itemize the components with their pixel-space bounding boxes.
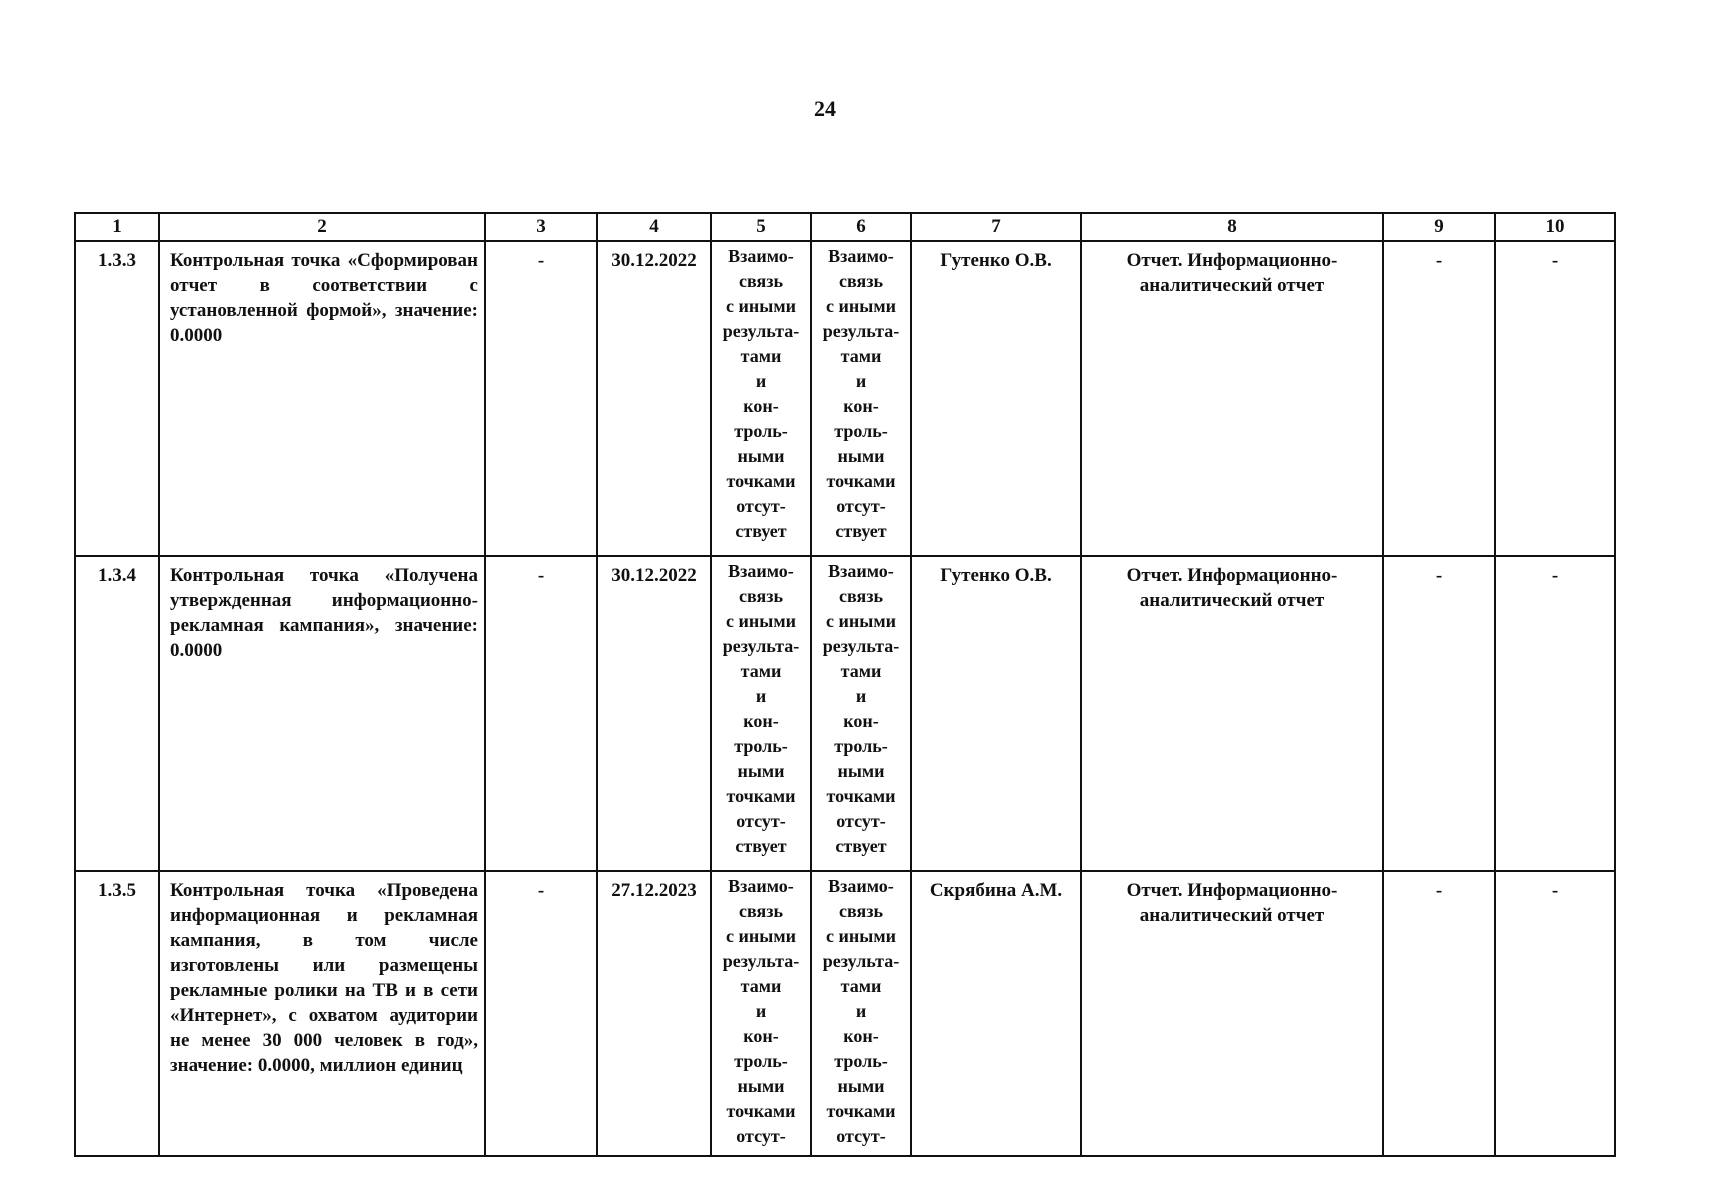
page-number: 24 <box>814 96 836 121</box>
row-description: Контрольная точка «Сформирован отчет в соответствии с установленной формой», значение: 0.0000 <box>159 241 485 556</box>
header-cell: 5 <box>711 213 811 241</box>
row-col5: Взаимо- связь с иными результа- тами и кон- троль- ными точками отсут- ствует <box>711 556 811 871</box>
row-col3: - <box>485 556 597 871</box>
row-col9: - <box>1383 241 1495 556</box>
row-col10: - <box>1495 556 1615 871</box>
row-col10: - <box>1495 871 1615 1156</box>
row-report: Отчет. Информационно-аналитический отчет <box>1081 241 1383 556</box>
header-cell: 6 <box>811 213 911 241</box>
row-number: 1.3.5 <box>75 871 159 1156</box>
header-cell: 9 <box>1383 213 1495 241</box>
row-description: Контрольная точка «Проведена информационная и рекламная кампания, в том числе изготовлены или размещены рекламные ролики на ТВ и в сети «Интернет», с охватом аудитории не менее 30 000 человек в год», значение: 0.0000, миллион единиц <box>159 871 485 1156</box>
row-report: Отчет. Информационно-аналитический отчет <box>1081 556 1383 871</box>
control-points-table <box>74 212 1616 1157</box>
row-col5: Взаимо- связь с иными результа- тами и кон- троль- ными точками отсут- ствует <box>711 241 811 556</box>
table-row <box>75 556 1615 871</box>
table-row <box>75 241 1615 556</box>
header-cell: 8 <box>1081 213 1383 241</box>
row-responsible: Скрябина А.М. <box>911 871 1081 1156</box>
row-col9: - <box>1383 556 1495 871</box>
row-date: 27.12.2023 <box>597 871 711 1156</box>
row-number: 1.3.3 <box>75 241 159 556</box>
row-description: Контрольная точка «Получена утвержденная информационно-рекламная кампания», значение: 0.0000 <box>159 556 485 871</box>
row-col6: Взаимо- связь с иными результа- тами и кон- троль- ными точками отсут- <box>811 871 911 1156</box>
row-col9: - <box>1383 871 1495 1156</box>
header-cell: 7 <box>911 213 1081 241</box>
table-row <box>75 871 1615 1156</box>
header-cell: 1 <box>75 213 159 241</box>
row-number: 1.3.4 <box>75 556 159 871</box>
header-cell: 10 <box>1495 213 1615 241</box>
header-cell: 4 <box>597 213 711 241</box>
header-cell: 2 <box>159 213 485 241</box>
row-col6: Взаимо- связь с иными результа- тами и кон- троль- ными точками отсут- ствует <box>811 556 911 871</box>
row-date: 30.12.2022 <box>597 556 711 871</box>
row-col3: - <box>485 871 597 1156</box>
header-cell: 3 <box>485 213 597 241</box>
row-responsible: Гутенко О.В. <box>911 241 1081 556</box>
row-col5: Взаимо- связь с иными результа- тами и кон- троль- ными точками отсут- <box>711 871 811 1156</box>
row-col3: - <box>485 241 597 556</box>
row-report: Отчет. Информационно-аналитический отчет <box>1081 871 1383 1156</box>
table-header-row <box>75 213 1615 241</box>
row-date: 30.12.2022 <box>597 241 711 556</box>
row-col6: Взаимо- связь с иными результа- тами и кон- троль- ными точками отсут- ствует <box>811 241 911 556</box>
row-col10: - <box>1495 241 1615 556</box>
row-responsible: Гутенко О.В. <box>911 556 1081 871</box>
